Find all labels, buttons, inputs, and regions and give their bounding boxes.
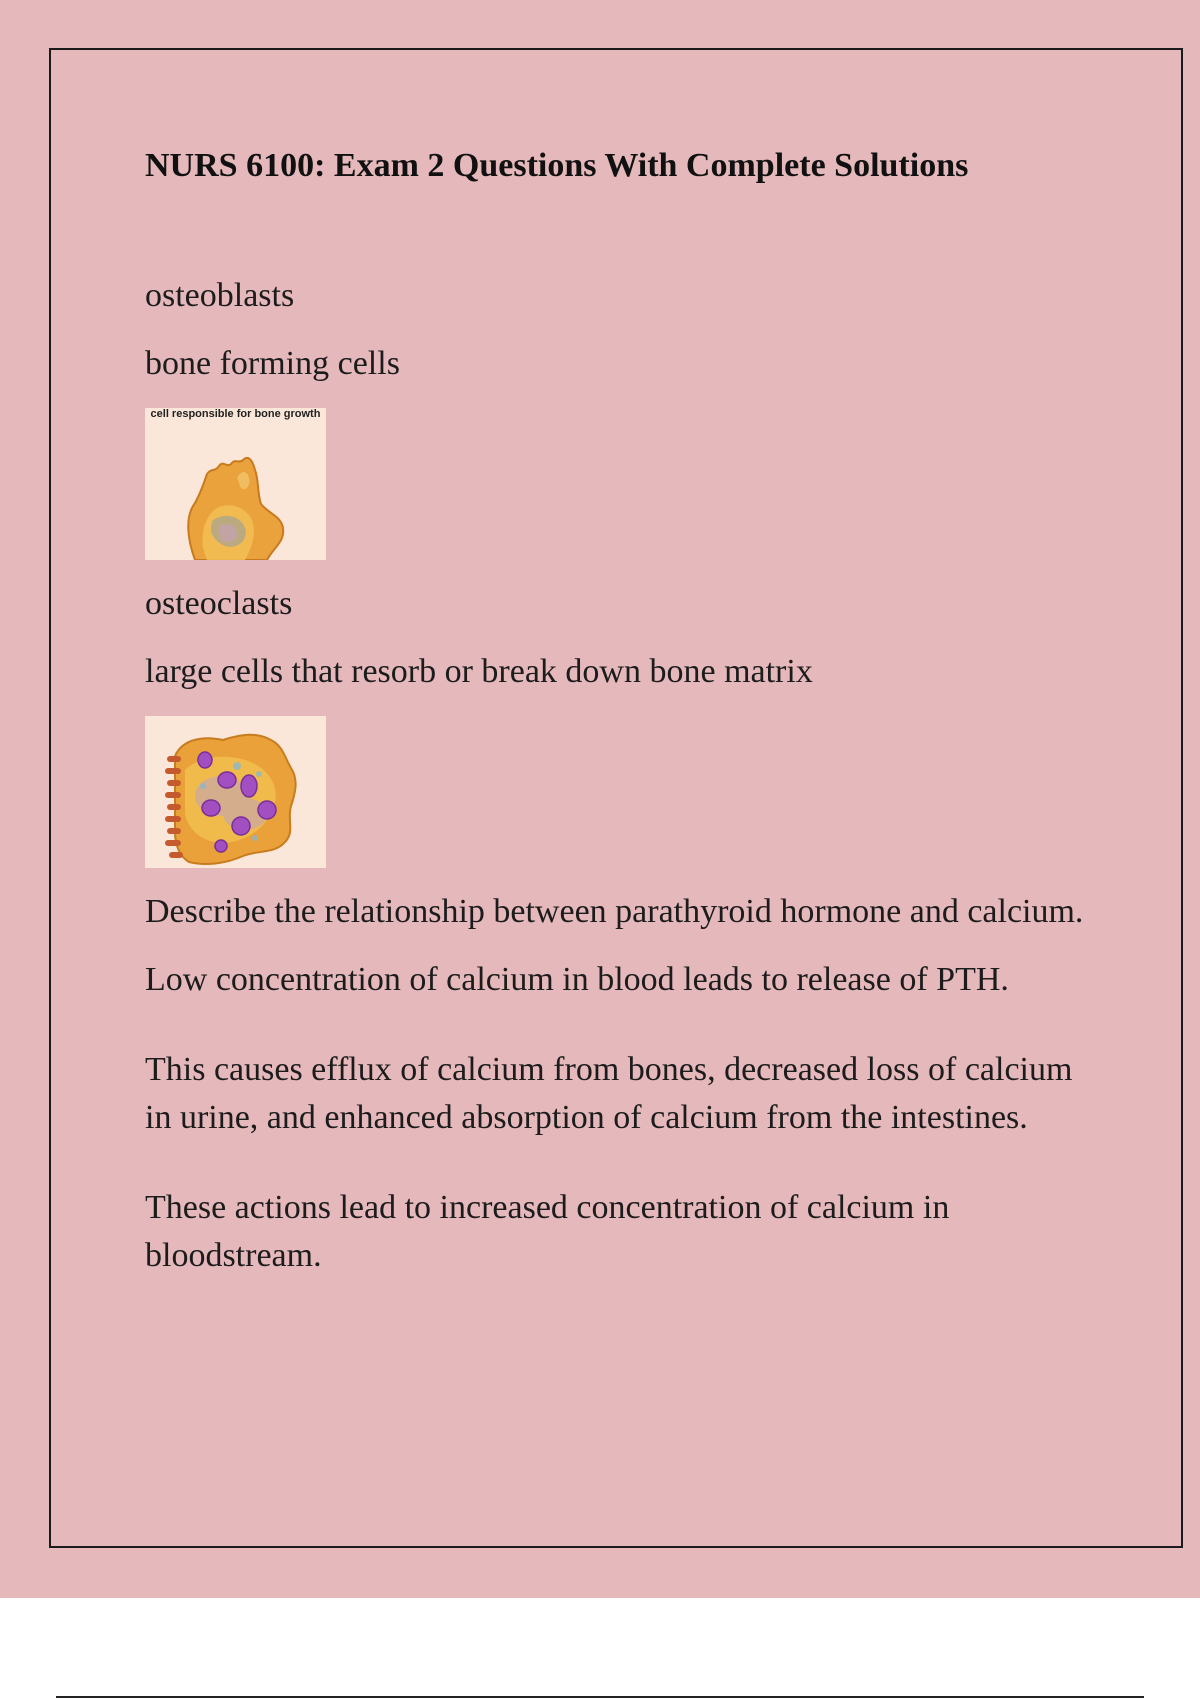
footer-rule	[56, 1696, 1144, 1698]
osteoclast-illustration	[145, 716, 326, 868]
answer-paragraph-2: This causes efflux of calcium from bones, decreased loss of calcium in urine, and enhanced absorption of calcium from the intestines.	[145, 1051, 1073, 1136]
image-caption: cell responsible for bone growth	[150, 408, 321, 420]
term-osteoblasts: osteoblasts	[145, 277, 295, 314]
osteoclast-image	[145, 716, 326, 868]
question-parathyroid: Describe the relationship between parathyroid hormone and calcium.	[145, 893, 1084, 930]
definition-osteoblasts: bone forming cells	[145, 345, 400, 382]
osteoblast-illustration	[145, 408, 326, 560]
osteoblast-image	[145, 408, 326, 560]
answer-paragraph-3: These actions lead to increased concentration of calcium in bloodstream.	[145, 1189, 950, 1274]
document-title: NURS 6100: Exam 2 Questions With Complete Solutions	[145, 147, 969, 184]
document-content	[145, 140, 1095, 1300]
term-osteoclasts: osteoclasts	[145, 585, 293, 622]
answer-paragraph-1: Low concentration of calcium in blood leads to release of PTH.	[145, 961, 1009, 998]
definition-osteoclasts: large cells that resorb or break down bone matrix	[145, 653, 813, 690]
